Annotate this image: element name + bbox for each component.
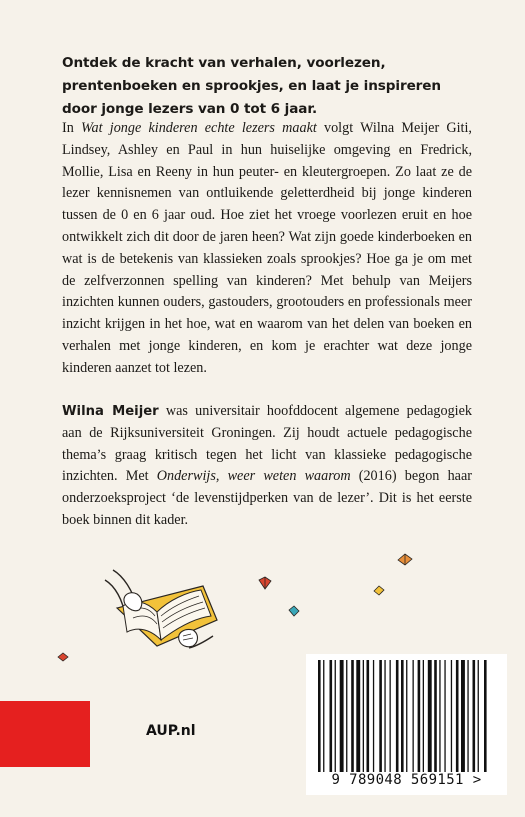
- blurb-paragraph: [62, 118, 472, 380]
- bio-text-1: was universitair hoofddocent algemene pedagogiek aan de Rijksuniversiteit Groningen. Zij houdt actuele pedagogische thema’s graag kritisch tegen het licht van klassieke pedagogische inzichten. Met: [62, 403, 472, 485]
- isbn-number: 9 789048 569151 >: [331, 772, 482, 788]
- publisher-url[interactable]: AUP.nl: [146, 723, 196, 739]
- author-bio: [62, 401, 472, 532]
- bio-text-2: (2016) begon haar onderzoeksproject ‘de levenstijdperken van de lezer’. Dit is het eerste boek binnen dit kader.: [62, 468, 472, 528]
- flying-book-icon: [258, 576, 272, 590]
- author-name: Wilna Meijer: [62, 404, 159, 419]
- blurb-text: volgt Wilna Meijer Giti, Lindsey, Ashley en Paul in hun huiselijke omgeving en Fredrick, Mollie, Lisa en Reeny in hun peuter- en kleutergroepen. Zo laat ze de lezer kennisnemen van ontluikende geletterdheid bij jonge kinderen tussen de 0 en 6 jaar oud. Hoe ziet het vroege voorlezen eruit en hoe ontwikkelt zich dit door de jaren heen? Wat zijn goede kinderboeken en wat is de betekenis van klassieken zoals sprookjes? Hoe ga je om met de zelfverzonnen spelling van kinderen? Met behulp van Meijers inzichten kunnen ouders, gastouders, grootouders en professionals meer inzicht krijgen in het hoe, wat en waarom van het delen van boeken en verhalen met jonge kinderen, en kom je erachter wat deze jonge kinderen aanzet tot lezen.: [62, 120, 472, 376]
- flying-book-icon: [288, 605, 300, 617]
- flying-book-icon: [397, 552, 413, 566]
- blurb-intro: In: [62, 120, 82, 136]
- tagline: Ontdek de kracht van verhalen, voorlezen, prentenboeken en sprookjes, en laat je inspireren door jonge lezers van 0 tot 6 jaar.: [62, 55, 441, 117]
- flying-book-icon: [373, 585, 385, 596]
- bio-book-title: Onderwijs, weer weten waarom: [156, 468, 351, 485]
- blurb-book-title: Wat jonge kinderen echte lezers maakt: [81, 120, 317, 136]
- reader-illustration: [95, 550, 235, 660]
- flying-book-icon: [57, 652, 69, 662]
- isbn-barcode: [306, 654, 507, 795]
- barcode-icon: [314, 660, 499, 772]
- publisher-red-tab: [0, 701, 90, 767]
